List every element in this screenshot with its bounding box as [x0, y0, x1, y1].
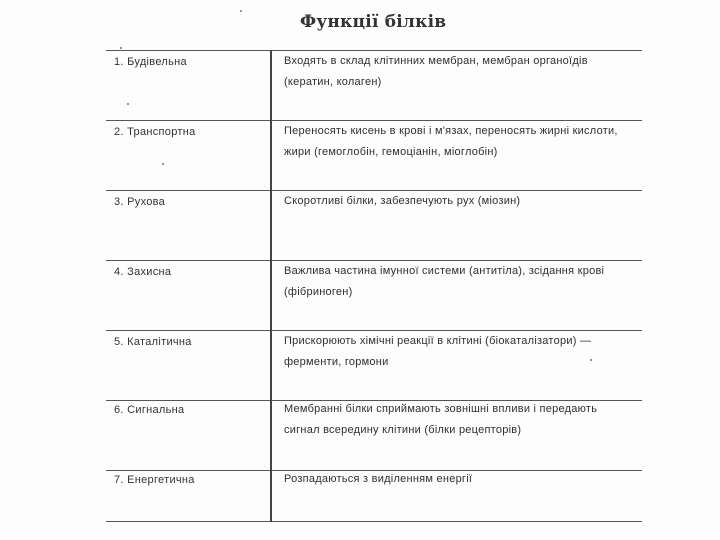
function-name: 6. Сигнальна [114, 404, 185, 416]
scan-speck [240, 10, 242, 12]
function-name: 4. Захисна [114, 266, 172, 278]
scan-speck [590, 359, 592, 361]
protein-functions-table [106, 50, 642, 522]
function-description: Розпадаються з виділенням енергії [284, 473, 473, 485]
column-divider [270, 50, 272, 522]
function-description: Мембранні білки сприймають зовнішні впливи і передають сигнал всередину клітини (білки рецепторів) [284, 403, 598, 436]
scan-speck [127, 103, 129, 105]
function-name: 5. Каталітична [114, 336, 192, 348]
function-description: Переносять кисень в крові і м'язах, переносять жирні кислоти, жири (гемоглобін, гемоціанін, міоглобін) [284, 125, 618, 158]
function-description: Скоротливі білки, забезпечують рух (міозин) [284, 195, 521, 207]
scan-speck [162, 163, 164, 165]
function-name: 2. Транспортна [114, 126, 196, 138]
function-name: 7. Енергетична [114, 474, 195, 486]
function-description: Важлива частина імунної системи (антитіла), зсідання крові (фібриноген) [284, 265, 605, 298]
table-rule [106, 521, 642, 522]
function-description: Входять в склад клітинних мембран, мембран органоїдів (кератин, колаген) [284, 55, 588, 88]
function-description: Прискорюють хімічні реакції в клітині (біокаталізатори) — ферменти, гормони [284, 335, 592, 368]
function-name: 3. Рухова [114, 196, 166, 208]
function-name: 1. Будівельна [114, 56, 187, 68]
scan-speck [120, 47, 122, 49]
page-title: Функції білків [300, 12, 447, 32]
